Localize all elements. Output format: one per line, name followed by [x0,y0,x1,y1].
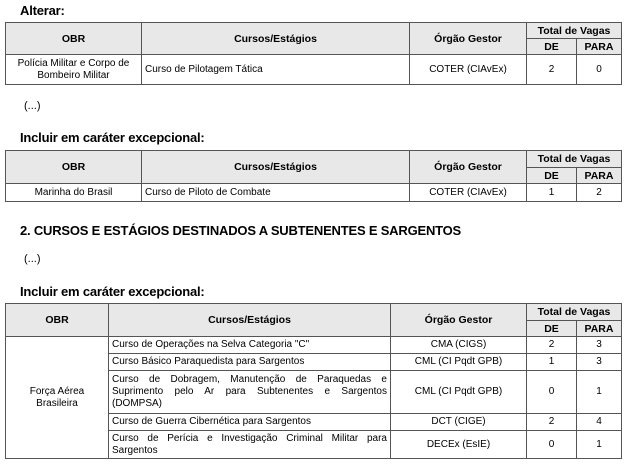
cell-curso: Curso de Operações na Selva Categoria "C" [109,337,391,354]
cell-de: 2 [527,55,577,85]
header-para: PARA [577,168,622,184]
section-heading-incluir: Incluir em caráter excepcional: [20,284,205,299]
cell-obr: Marinha do Brasil [6,184,142,202]
cell-para: 1 [577,371,622,414]
cell-orgao: CML (CI Pqdt GPB) [391,354,527,371]
header-de: DE [527,168,577,184]
ellipsis-text: (...) [24,253,41,265]
section-heading-subtenentes-sargentos: 2. CURSOS E ESTÁGIOS DESTINADOS A SUBTENENTES E SARGENTOS [20,223,462,238]
header-obr: OBR [6,151,142,184]
header-obr: OBR [6,304,109,337]
cell-curso: Curso de Dobragem, Manutenção de Paraquedas e Suprimento pelo Ar para Subtenentes e Sargentos (DOMPSA) [109,371,391,414]
cell-de: 2 [527,414,577,431]
header-obr: OBR [6,23,142,55]
table-incluir-2 [5,303,622,459]
header-de: DE [527,39,577,55]
header-total-vagas: Total de Vagas [527,304,622,321]
cell-obr: Força Aérea Brasileira [6,337,109,459]
table-row [6,184,622,202]
cell-para: 3 [577,354,622,371]
cell-de: 1 [527,184,577,202]
cell-orgao: CML (CI Pqdt GPB) [391,371,527,414]
ellipsis-text: (...) [24,100,41,112]
header-cursos: Cursos/Estágios [109,304,391,337]
cell-orgao: DECEx (EsIE) [391,431,527,459]
cell-curso: Curso Básico Paraquedista para Sargentos [109,354,391,371]
header-cursos: Cursos/Estágios [142,23,410,55]
section-heading-alterar: Alterar: [20,3,65,18]
cell-para: 2 [577,184,622,202]
cell-orgao: COTER (CIAvEx) [410,184,527,202]
section-heading-incluir: Incluir em caráter excepcional: [20,130,205,145]
table-row [6,337,622,354]
cell-obr: Polícia Militar e Corpo de Bombeiro Militar [6,55,142,85]
header-total-vagas: Total de Vagas [527,23,622,39]
table-row [6,55,622,85]
cell-de: 1 [527,354,577,371]
cell-de: 0 [527,371,577,414]
table-incluir-1 [5,150,622,202]
cell-curso: Curso de Pilotagem Tática [142,55,410,85]
header-orgao: Órgão Gestor [410,151,527,184]
header-total-vagas: Total de Vagas [527,151,622,168]
cell-orgao: COTER (CIAvEx) [410,55,527,85]
cell-de: 0 [527,431,577,459]
header-para: PARA [577,39,622,55]
header-cursos: Cursos/Estágios [142,151,410,184]
cell-para: 3 [577,337,622,354]
table-alterar [5,22,622,85]
header-orgao: Órgão Gestor [391,304,527,337]
cell-orgao: CMA (CIGS) [391,337,527,354]
cell-para: 1 [577,431,622,459]
cell-curso: Curso de Guerra Cibernética para Sargentos [109,414,391,431]
header-orgao: Órgão Gestor [410,23,527,55]
header-de: DE [527,321,577,337]
cell-curso: Curso de Piloto de Combate [142,184,410,202]
cell-curso: Curso de Perícia e Investigação Criminal Militar para Sargentos [109,431,391,459]
cell-de: 2 [527,337,577,354]
cell-para: 0 [577,55,622,85]
header-para: PARA [577,321,622,337]
cell-orgao: DCT (CIGE) [391,414,527,431]
cell-para: 4 [577,414,622,431]
